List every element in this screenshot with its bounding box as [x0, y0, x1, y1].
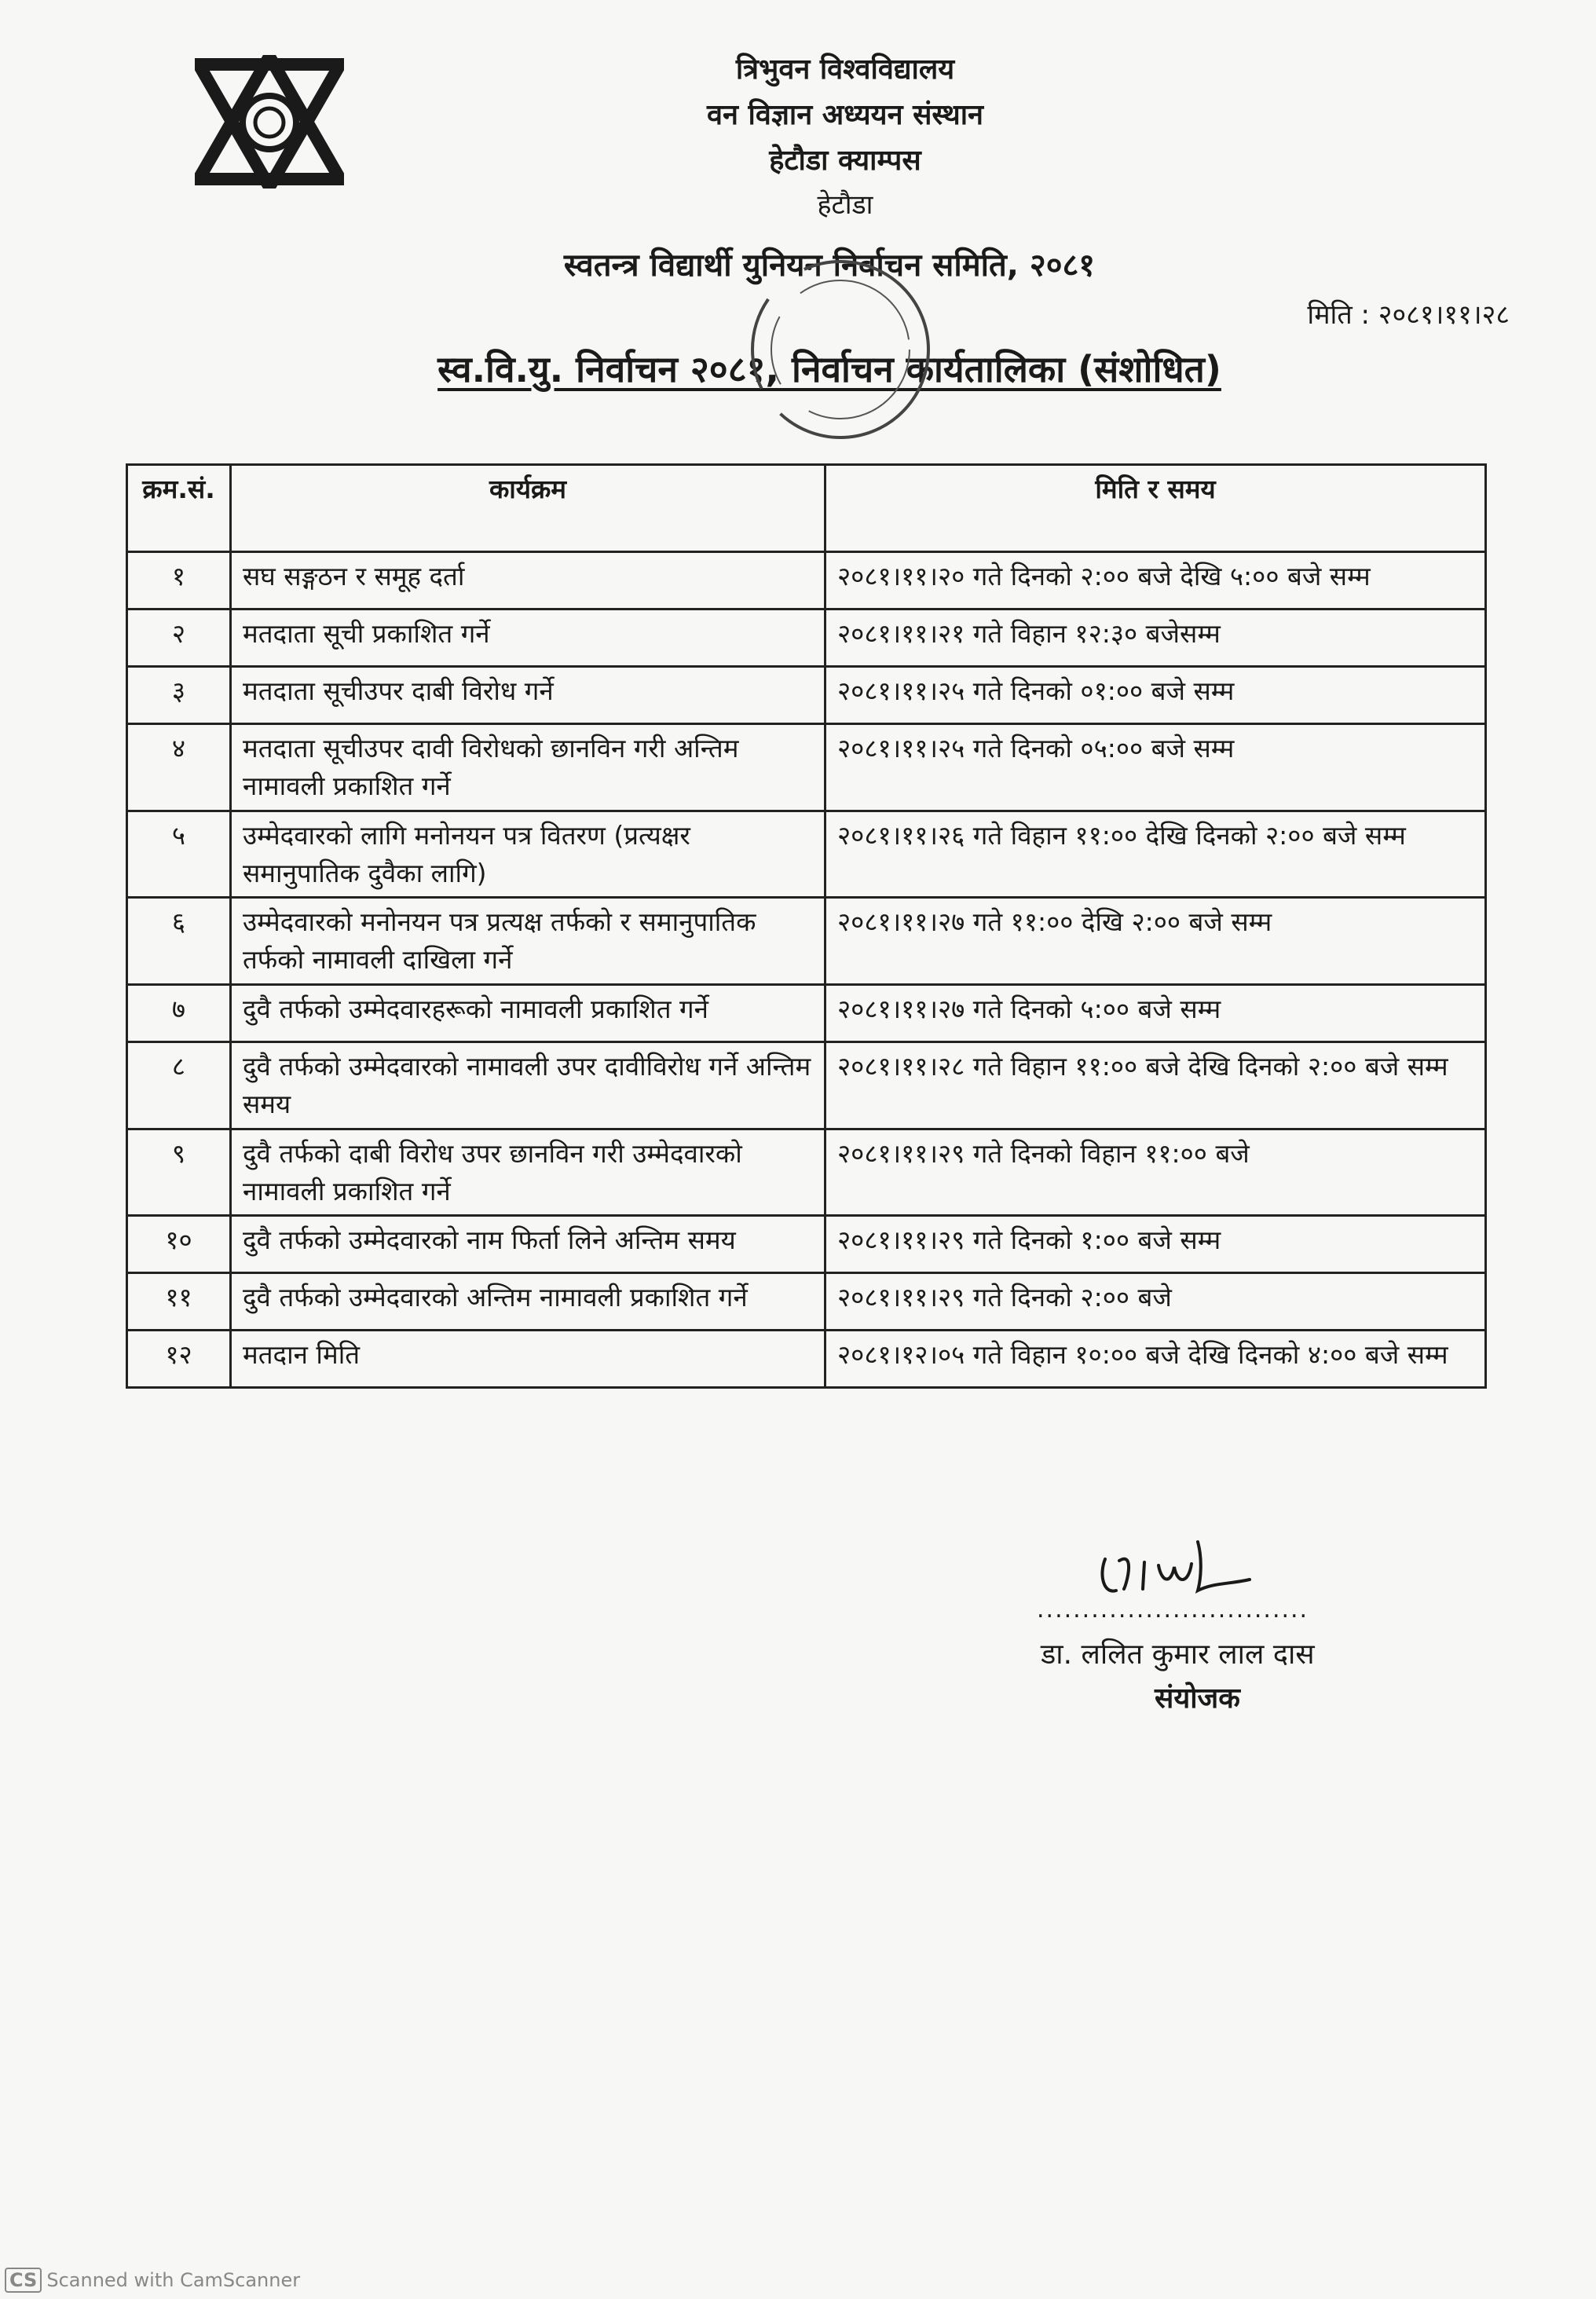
- row-program: मतदाता सूचीउपर दाबी विरोध गर्ने: [231, 667, 825, 724]
- header-datetime: मिति र समय: [825, 465, 1486, 552]
- table-row: [127, 1331, 1486, 1388]
- table-row: [127, 985, 1486, 1042]
- camscanner-badge: CS: [5, 2268, 42, 2293]
- row-program: दुवै तर्फको दाबी विरोध उपर छानविन गरी उम्मेदवारको नामावली प्रकाशित गर्ने: [231, 1129, 825, 1216]
- row-program: दुवै तर्फको उम्मेदवारको नामावली उपर दावीविरोध गर्ने अन्तिम समय: [231, 1042, 825, 1129]
- row-program: मतदान मिति: [231, 1331, 825, 1388]
- schedule-title: स्व.वि.यु. निर्वाचन २०८१, निर्वाचन कार्यतालिका (संशोधित): [437, 348, 1221, 390]
- row-datetime: २०८१।११।२७ गते ११:०० देखि २:०० बजे सम्म: [825, 898, 1486, 985]
- signature-line: ..............................: [1037, 1596, 1309, 1624]
- table-row: [127, 724, 1486, 811]
- signatory-name: डा. ललित कुमार लाल दास: [1041, 1638, 1315, 1671]
- table-row: [127, 1216, 1486, 1273]
- row-serial: ८: [127, 1042, 231, 1129]
- handwritten-signature: [1096, 1528, 1253, 1606]
- table-row: [127, 1129, 1486, 1216]
- row-serial: १: [127, 552, 231, 610]
- row-serial: ५: [127, 811, 231, 898]
- row-program: दुवै तर्फको उम्मेदवारको अन्तिम नामावली प्रकाशित गर्ने: [231, 1273, 825, 1331]
- row-datetime: २०८१।११।२५ गते दिनको ०५:०० बजे सम्म: [825, 724, 1486, 811]
- document-date: मिति : २०८१।११।२८: [1307, 299, 1510, 331]
- row-datetime: २०८१।११।२० गते दिनको २:०० बजे देखि ५:०० बजे सम्म: [825, 552, 1486, 610]
- table-row: [127, 667, 1486, 724]
- row-program: सघ सङ्गठन र समूह दर्ता: [231, 552, 825, 610]
- table-row: [127, 1042, 1486, 1129]
- committee-stamp: [734, 251, 946, 448]
- camscanner-text: Scanned with CamScanner: [46, 2269, 301, 2291]
- table-row: [127, 610, 1486, 667]
- row-serial: ३: [127, 667, 231, 724]
- university-name: त्रिभुवन विश्वविद्यालय: [735, 53, 955, 86]
- header-serial: क्रम.सं.: [127, 465, 231, 552]
- row-serial: ४: [127, 724, 231, 811]
- table-row: [127, 811, 1486, 898]
- row-program: उम्मेदवारको लागि मनोनयन पत्र वितरण (प्रत्यक्षर समानुपातिक दुवैका लागि): [231, 811, 825, 898]
- signatory-role: संयोजक: [1155, 1682, 1240, 1715]
- row-datetime: २०८१।११।२५ गते दिनको ०१:०० बजे सम्म: [825, 667, 1486, 724]
- scanner-watermark: [5, 2268, 300, 2293]
- row-program: दुवै तर्फको उम्मेदवारको नाम फिर्ता लिने अन्तिम समय: [231, 1216, 825, 1273]
- campus-name: हेटौडा क्याम्पस: [769, 145, 921, 177]
- row-datetime: २०८१।११।२९ गते दिनको १:०० बजे सम्म: [825, 1216, 1486, 1273]
- row-serial: १०: [127, 1216, 231, 1273]
- row-serial: १२: [127, 1331, 231, 1388]
- row-program: मतदाता सूची प्रकाशित गर्ने: [231, 610, 825, 667]
- row-serial: ११: [127, 1273, 231, 1331]
- row-program: दुवै तर्फको उम्मेदवारहरूको नामावली प्रकाशित गर्ने: [231, 985, 825, 1042]
- row-datetime: २०८१।१२।०५ गते विहान १०:०० बजे देखि दिनको ४:०० बजे सम्म: [825, 1331, 1486, 1388]
- header-program: कार्यक्रम: [231, 465, 825, 552]
- row-datetime: २०८१।११।२८ गते विहान ११:०० बजे देखि दिनको २:०० बजे सम्म: [825, 1042, 1486, 1129]
- table-row: [127, 552, 1486, 610]
- institute-name: वन विज्ञान अध्ययन संस्थान: [706, 99, 984, 131]
- row-datetime: २०८१।११।२१ गते विहान १२:३० बजेसम्म: [825, 610, 1486, 667]
- row-serial: ६: [127, 898, 231, 985]
- row-datetime: २०८१।११।२९ गते दिनको २:०० बजे: [825, 1273, 1486, 1331]
- table-row: [127, 1273, 1486, 1331]
- row-serial: ७: [127, 985, 231, 1042]
- row-program: मतदाता सूचीउपर दावी विरोधको छानविन गरी अन्तिम नामावली प्रकाशित गर्ने: [231, 724, 825, 811]
- table-row: [127, 898, 1486, 985]
- row-serial: ९: [127, 1129, 231, 1216]
- row-program: उम्मेदवारको मनोनयन पत्र प्रत्यक्ष तर्फको र समानुपातिक तर्फको नामावली दाखिला गर्ने: [231, 898, 825, 985]
- campus-location: हेटौडा: [817, 189, 873, 221]
- row-datetime: २०८१।११।२७ गते दिनको ५:०० बजे सम्म: [825, 985, 1486, 1042]
- row-serial: २: [127, 610, 231, 667]
- schedule-table: [126, 463, 1487, 1389]
- committee-title: स्वतन्त्र विद्यार्थी युनियन निर्वाचन समिति, २०८१: [563, 247, 1096, 284]
- row-datetime: २०८१।११।२९ गते दिनको विहान ११:०० बजे: [825, 1129, 1486, 1216]
- table-header-row: [127, 465, 1486, 552]
- row-datetime: २०८१।११।२६ गते विहान ११:०० देखि दिनको २:०० बजे सम्म: [825, 811, 1486, 898]
